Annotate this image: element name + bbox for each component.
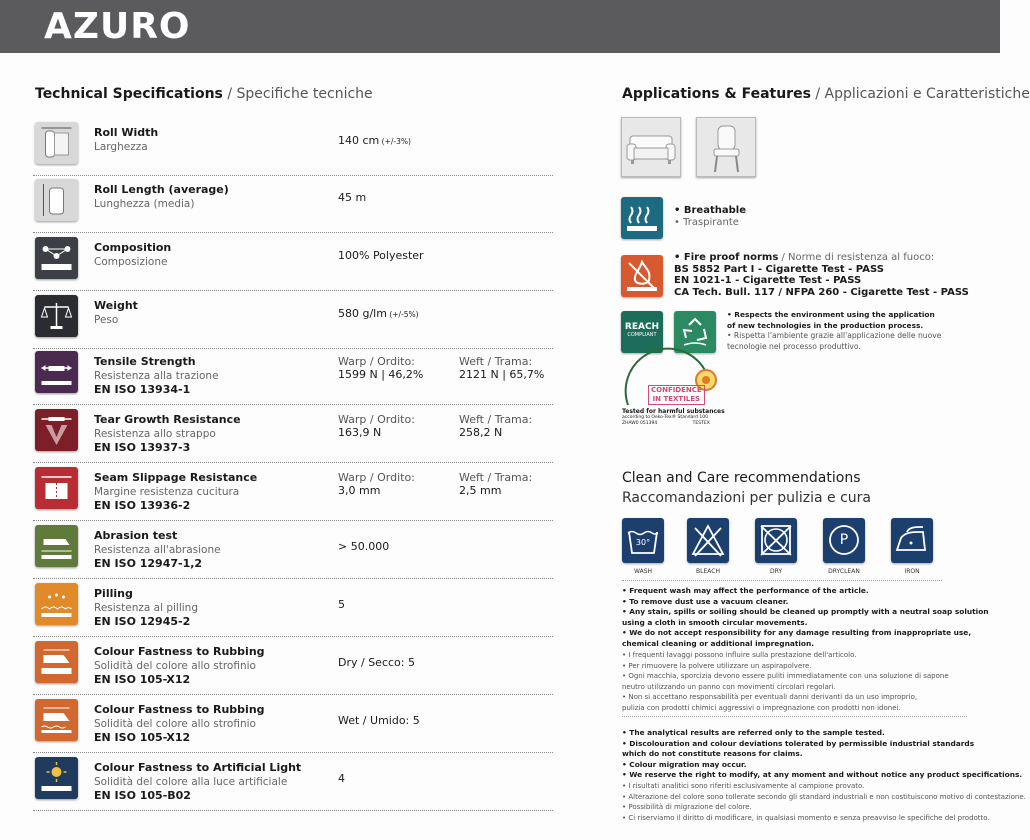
breathable-icon xyxy=(621,197,663,239)
note-line: • We reserve the right to modify, at any moment and without notice any product specifications. xyxy=(622,770,1023,779)
spec-name-en: Colour Fastness to Artificial Light xyxy=(94,761,302,774)
sofa-icon xyxy=(621,117,681,177)
spec-value-text: Wet / Umido: 5 xyxy=(338,714,420,727)
spec-value-text: 5 xyxy=(338,598,345,611)
spec-value2-label: Weft / Trama: xyxy=(459,355,533,368)
fire-line2: BS 5852 Part I - Cigarette Test - PASS xyxy=(674,263,884,275)
env-line2: of new technologies in the production process. xyxy=(727,320,924,330)
apps-title xyxy=(622,86,1030,102)
spec-value-label: Warp / Ordito: xyxy=(338,413,415,426)
spec-standard: EN ISO 13936-2 xyxy=(94,499,191,512)
note-line: • Alterazione del colore sono tollerate secondo gli standard industriali e non costituiscono motivo di contestazione. xyxy=(622,792,1026,801)
spec-value xyxy=(338,307,419,321)
spec-name-it: Resistenza al pilling xyxy=(94,602,199,614)
tech-title-it: / Specifiche tecniche xyxy=(222,86,373,102)
spec-value xyxy=(338,540,389,553)
spec-standard: EN ISO 12945-2 xyxy=(94,615,191,628)
oeko-tex-label xyxy=(620,365,730,435)
env-line4: tecnologie nel processo produttivo. xyxy=(727,341,861,351)
spec-value-tolerance: (+/-5%) xyxy=(386,310,419,319)
note-line: • Ci riserviamo il diritto di modificare, in qualsiasi momento e senza preavviso le specifiche del prodotto. xyxy=(622,813,990,822)
spec-row xyxy=(33,404,553,460)
spec-row xyxy=(33,117,553,173)
spec-row xyxy=(33,636,553,692)
header-bar xyxy=(0,0,1000,53)
spec-value-text: 580 g/lm xyxy=(338,307,387,320)
spec-value-text: 4 xyxy=(338,772,345,785)
spec-name-en: Weight xyxy=(94,299,138,312)
note-line: using a cloth in smooth circular movements. xyxy=(622,617,808,627)
spec-name xyxy=(94,703,265,745)
note-line: • Non si accettano responsabilità per eventuali danni derivanti da un uso improprio, xyxy=(622,693,918,701)
apps-title-it: / Applicazioni e Caratteristiche xyxy=(810,86,1030,102)
spec-name xyxy=(94,761,301,803)
spec-value xyxy=(338,471,415,497)
dry-label: DRY xyxy=(769,568,783,575)
note-line: neutro utilizzando un panno con movimenti circolari regolari. xyxy=(622,682,836,691)
brand-title: AZURO xyxy=(44,6,191,47)
oeko-line5b: TESTEX xyxy=(692,421,710,426)
spec-name xyxy=(94,645,265,687)
spec-name-it: Larghezza xyxy=(94,141,148,153)
spec-name xyxy=(94,299,138,327)
fire-line4: CA Tech. Bull. 117 / NFPA 260 - Cigarette Test - PASS xyxy=(674,286,969,298)
seam-slippage-icon xyxy=(35,467,78,509)
note-line: • Frequent wash may affect the performance of the article. xyxy=(622,586,869,595)
spec-row xyxy=(33,462,553,518)
spec-row xyxy=(33,578,553,634)
note-line: • I frequenti lavaggi possono influire sulla prestazione dell'articolo. xyxy=(622,651,857,659)
care-title-it: Raccomandazioni per pulizia e cura xyxy=(622,490,872,506)
spec-standard: EN ISO 13934-1 xyxy=(94,383,191,396)
spec-name-en: Roll Length (average) xyxy=(94,183,229,196)
care-notes-en xyxy=(622,586,989,649)
note-line: • Discolouration and colour deviations tolerated by permissible industrial standards xyxy=(622,738,975,748)
bleach-icon xyxy=(687,518,729,563)
spec-name-it: Solidità del colore allo strofinio xyxy=(94,660,256,672)
care-title-en: Clean and Care recommendations xyxy=(622,470,861,486)
env-line3: • Rispetta l'ambiente grazie all'applicazione delle nuove xyxy=(727,331,942,340)
spec-name-it: Peso xyxy=(94,314,119,326)
spec-value xyxy=(338,355,423,381)
spec-value xyxy=(338,191,366,204)
spec-value-weft xyxy=(459,471,532,497)
spec-value xyxy=(338,714,420,727)
oeko-line3: Tested for harmful substances xyxy=(622,408,725,415)
spec-value2-label: Weft / Trama: xyxy=(459,471,533,484)
environment-text xyxy=(727,310,941,352)
row-divider xyxy=(33,810,553,811)
spec-name-it: Resistenza allo strappo xyxy=(94,428,216,440)
note-line: pulizia con prodotti chimici aggressivi o impregnazione con prodotti non idonei. xyxy=(622,703,901,712)
spec-row xyxy=(33,290,553,346)
note-line: chemical cleaning or additional impregnation. xyxy=(622,638,815,648)
disclaimer-it xyxy=(622,781,1026,823)
spec-name-en: Colour Fastness to Rubbing xyxy=(94,645,265,658)
spec-value2-text: 258,2 N xyxy=(459,426,503,439)
spec-value-text: 163,9 N xyxy=(338,426,382,439)
dryclean-icon xyxy=(823,518,865,563)
oeko-line2: IN TEXTILES xyxy=(652,395,701,403)
spec-row xyxy=(33,520,553,576)
spec-standard: EN ISO 13937-3 xyxy=(94,441,191,454)
spec-value-text: Dry / Secco: 5 xyxy=(338,656,415,669)
spec-name xyxy=(94,529,221,571)
dryclean-label: DRYCLEAN xyxy=(828,568,860,575)
light-fastness-icon xyxy=(35,757,78,799)
spec-standard: EN ISO 105-X12 xyxy=(94,731,191,744)
note-line: which do not constitute reasons for claims. xyxy=(622,749,803,758)
reach-sub: COMPLIANT xyxy=(627,332,657,338)
spec-value-tolerance: (+/-3%) xyxy=(379,137,411,146)
spec-name-en: Tear Growth Resistance xyxy=(94,413,241,426)
spec-row xyxy=(33,174,553,230)
care-notes-it xyxy=(622,650,949,713)
spec-name-en: Composition xyxy=(94,241,172,254)
spec-value-text: 140 cm xyxy=(338,134,380,147)
spec-value-text: 3,0 mm xyxy=(338,484,381,497)
tech-spec-title xyxy=(35,86,373,102)
spec-value2-label: Weft / Trama: xyxy=(459,413,533,426)
spec-value xyxy=(338,413,415,439)
note-line: • Colour migration may occur. xyxy=(622,759,747,769)
note-line: • The analytical results are referred only to the sample tested. xyxy=(622,728,885,737)
chair-icon xyxy=(696,117,756,177)
bleach-label: BLEACH xyxy=(696,568,720,575)
spec-name-it: Resistenza all'abrasione xyxy=(94,544,221,556)
env-line1: • Respects the environment using the application xyxy=(727,310,935,319)
reach-badge xyxy=(621,311,663,353)
recycle-icon xyxy=(674,311,716,353)
iron-icon xyxy=(891,518,933,563)
composition-icon xyxy=(35,237,78,279)
spec-name-it: Solidità del colore allo strofinio xyxy=(94,718,256,730)
spec-value-text: 100% Polyester xyxy=(338,249,424,262)
spec-value xyxy=(338,598,345,611)
spec-value-text: > 50.000 xyxy=(338,540,390,553)
note-line: • To remove dust use a vacuum cleaner. xyxy=(622,596,789,606)
spec-name xyxy=(94,587,198,629)
spec-value xyxy=(338,134,411,148)
divider xyxy=(622,580,942,581)
note-line: • Per rimuovere la polvere utilizzare un aspirapolvere. xyxy=(622,661,812,670)
divider xyxy=(622,716,967,717)
spec-name-en: Colour Fastness to Rubbing xyxy=(94,703,265,716)
wash-icon xyxy=(622,518,664,563)
oeko-line4: according to Oeko-Tex® Standard 100 xyxy=(622,415,708,420)
roll-width-icon xyxy=(35,122,78,164)
spec-name-en: Pilling xyxy=(94,587,133,600)
spec-name xyxy=(94,126,158,154)
spec-row xyxy=(33,694,553,750)
spec-value xyxy=(338,249,424,262)
tear-growth-icon xyxy=(35,409,78,451)
spec-name-en: Tensile Strength xyxy=(94,355,196,368)
dry-icon xyxy=(755,518,797,563)
breathable-text xyxy=(674,205,746,228)
spec-value xyxy=(338,772,345,785)
dryclean-letter: P xyxy=(839,532,849,548)
oeko-line5a: ZHAW0 051394 xyxy=(622,421,658,426)
spec-name xyxy=(94,355,219,397)
apps-title-en: Applications & Features xyxy=(622,86,811,102)
spec-name-it: Margine resistenza cucitura xyxy=(94,486,240,498)
spec-name-en: Seam Slippage Resistance xyxy=(94,471,258,484)
roll-length-icon xyxy=(35,179,78,221)
iron-label: IRON xyxy=(904,568,920,575)
spec-standard: EN ISO 105-B02 xyxy=(94,789,191,802)
spec-standard: EN ISO 12947-1,2 xyxy=(94,557,203,570)
spec-value-weft xyxy=(459,413,532,439)
spec-row xyxy=(33,232,553,288)
rubbing-wet-icon xyxy=(35,699,78,741)
weight-icon xyxy=(35,295,78,337)
wash-temp: 30° xyxy=(635,538,651,547)
disclaimer-en xyxy=(622,728,1022,781)
abrasion-icon xyxy=(35,525,78,567)
note-line: • I risultati analitici sono riferiti esclusivamente al campione provato. xyxy=(622,782,865,790)
spec-value2-text: 2121 N | 65,7% xyxy=(459,368,545,381)
spec-standard: EN ISO 105-X12 xyxy=(94,673,191,686)
spec-name-en: Roll Width xyxy=(94,126,159,139)
spec-value-label: Warp / Ordito: xyxy=(338,471,415,484)
spec-name xyxy=(94,241,171,269)
fire-line1b: / Norme di resistenza al fuoco: xyxy=(778,252,935,263)
spec-name xyxy=(94,183,229,211)
spec-name-it: Composizione xyxy=(94,256,168,268)
spec-name xyxy=(94,413,241,455)
spec-row xyxy=(33,346,553,402)
fire-line3: EN 1021-1 - Cigarette Test - PASS xyxy=(674,275,862,286)
spec-value-label: Warp / Ordito: xyxy=(338,355,415,368)
spec-name-en: Abrasion test xyxy=(94,529,178,542)
rubbing-dry-icon xyxy=(35,641,78,683)
spec-value-weft xyxy=(459,355,544,381)
fire-text xyxy=(674,252,969,298)
spec-name-it: Solidità del colore alla luce artificiale xyxy=(94,776,288,788)
spec-name-it: Lunghezza (media) xyxy=(94,198,195,210)
note-line: • Possibilità di migrazione del colore. xyxy=(622,803,752,811)
oeko-line1: CONFIDENCE xyxy=(651,386,702,394)
spec-value2-text: 2,5 mm xyxy=(459,484,502,497)
spec-name xyxy=(94,471,257,513)
spec-name-it: Resistenza alla trazione xyxy=(94,370,219,382)
tensile-strength-icon xyxy=(35,351,78,393)
spec-value-text: 1599 N | 46,2% xyxy=(338,368,424,381)
breathable-en: • Breathable xyxy=(674,205,746,216)
reach-label: REACH xyxy=(624,322,660,332)
tech-title-en: Technical Specifications xyxy=(35,86,223,102)
spec-value-text: 45 m xyxy=(338,191,367,204)
note-line: • We do not accept responsibility for any damage resulting from inappropriate use, xyxy=(622,628,972,637)
note-line: • Ogni macchia, sporcizia devono essere puliti immediatamente con una soluzione di sapone xyxy=(622,672,949,680)
breathable-it: • Traspirante xyxy=(674,216,739,228)
pilling-icon xyxy=(35,583,78,625)
fire-line1a: • Fire proof norms xyxy=(674,252,779,263)
spec-row xyxy=(33,752,553,808)
note-line: • Any stain, spills or soiling should be cleaned up promptly with a neutral soap solution xyxy=(622,607,989,616)
wash-label: WASH xyxy=(633,568,653,575)
fire-icon xyxy=(621,255,663,297)
spec-value xyxy=(338,656,415,669)
